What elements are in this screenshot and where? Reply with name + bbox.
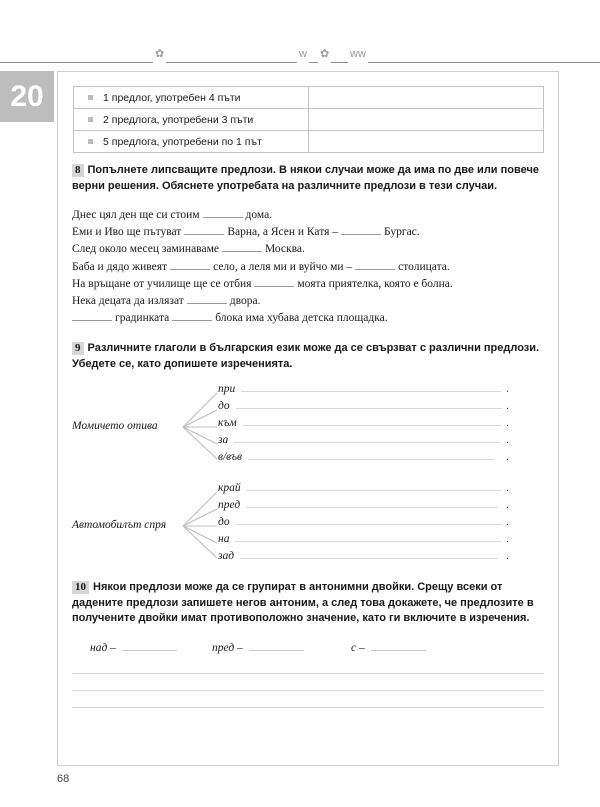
table-row: [74, 87, 544, 109]
preposition-label: в/във: [218, 451, 242, 463]
stem-momicheto-otiva: Момичето отива: [72, 420, 158, 432]
answer-line[interactable]: [240, 558, 498, 559]
table-row: [74, 109, 544, 131]
table-cell-label: [74, 87, 309, 109]
answer-line[interactable]: [248, 459, 494, 460]
table-cell-label: [74, 131, 309, 153]
sentence-text: Москва.: [264, 243, 305, 256]
answer-line[interactable]: [241, 391, 501, 392]
line-end-period: .: [506, 516, 510, 528]
line-end-period: .: [506, 550, 510, 562]
preposition-label: над –: [90, 642, 116, 654]
bullet-icon: [88, 117, 93, 122]
task-number: 9: [72, 342, 84, 355]
sentence: [72, 241, 453, 258]
option-row: [218, 482, 501, 494]
blank-field[interactable]: [222, 242, 262, 252]
option-row: [218, 550, 498, 562]
writing-line[interactable]: [72, 690, 544, 691]
sentence: [72, 207, 453, 224]
blank-field[interactable]: [170, 260, 210, 270]
antonym-pair: [90, 642, 177, 654]
blank-field[interactable]: [72, 311, 112, 321]
line-end-period: .: [506, 383, 510, 395]
sentence-text: Баба и дядо живеят: [72, 260, 168, 273]
answer-line[interactable]: [236, 408, 502, 409]
sentence-text: градинката: [115, 312, 170, 325]
task-number: 10: [72, 581, 89, 594]
table-cell-answer[interactable]: [309, 131, 544, 153]
blank-field[interactable]: [203, 208, 243, 218]
line-end-period: .: [506, 434, 510, 446]
sentence-text: двора.: [229, 295, 261, 308]
instruction-text: Някои предлози може да се групират в антонимни двойки. Срещу всеки от дадените предлози запишете негов антоним, а след това докажете, че предлозите в получените двойки имат противоположно значение, като ги включите в изречения.: [72, 581, 534, 624]
preposition-label: до: [218, 400, 230, 412]
sentence: [72, 293, 453, 310]
table-cell-answer[interactable]: [309, 87, 544, 109]
row-label: 2 предлога, употребени 3 пъти: [103, 113, 254, 126]
bullet-icon: [88, 95, 93, 100]
row-label: 1 предлог, употребен 4 пъти: [103, 91, 241, 104]
answer-line[interactable]: [235, 541, 501, 542]
sentence-text: Варна, а Ясен и Катя –: [227, 226, 339, 239]
line-end-period: .: [506, 400, 510, 412]
sentence-text: блока има хубава детска площадка.: [215, 312, 388, 325]
line-end-period: .: [506, 482, 510, 494]
preposition-label: пред –: [212, 642, 243, 654]
option-row: [218, 417, 501, 429]
option-row: [218, 383, 501, 395]
exercise-frame: [57, 71, 559, 766]
answer-line[interactable]: [236, 524, 502, 525]
task-8-instruction: [72, 163, 547, 194]
task-9-instruction: [72, 341, 547, 372]
instruction-text: Попълнете липсващите предлози. В някои случаи може да има по две или повече верни решения. Обяснете употребата на различните предлози в тези случаи.: [72, 164, 539, 192]
table-row: [74, 131, 544, 153]
answer-line[interactable]: [243, 425, 501, 426]
sentence: [72, 276, 453, 293]
line-end-period: .: [506, 533, 510, 545]
page-number: 68: [57, 773, 70, 785]
preposition-label: на: [218, 533, 230, 545]
sentence-text: Бургас.: [384, 226, 420, 239]
option-row: [218, 451, 494, 463]
task-8-sentences: [72, 207, 453, 327]
writing-line[interactable]: [72, 707, 544, 708]
preposition-label: за: [218, 434, 229, 446]
blank-field[interactable]: [184, 225, 224, 235]
preposition-label: край: [218, 482, 241, 494]
bullet-icon: [88, 139, 93, 144]
sentence: [72, 259, 453, 276]
table-cell-answer[interactable]: [309, 109, 544, 131]
sentence-text: Нека децата да излязат: [72, 295, 184, 308]
preposition-count-table: [73, 86, 544, 153]
sentence: [72, 310, 453, 327]
preposition-label: зад: [218, 550, 235, 562]
instruction-text: Различните глаголи в българския език може да се свързват с различни предлози. Убедете се, като допишете изреченията.: [72, 342, 540, 370]
writing-line[interactable]: [72, 673, 544, 674]
preposition-label: с –: [351, 642, 365, 654]
blank-field[interactable]: [341, 225, 381, 235]
answer-line[interactable]: [246, 507, 498, 508]
flower-grass-icon: ✿: [153, 45, 166, 63]
preposition-label: пред: [218, 499, 241, 511]
sentence-text: столицата.: [398, 260, 450, 273]
option-row: [218, 499, 498, 511]
antonym-answer-line[interactable]: [122, 650, 177, 651]
sentence-text: село, а леля ми и вуйчо ми –: [213, 260, 353, 273]
sentence-text: На връщане от училище ще се отбия: [72, 277, 252, 290]
antonym-pair: [351, 642, 426, 654]
unit-number-badge: 20: [0, 71, 54, 122]
blank-field[interactable]: [172, 311, 212, 321]
line-end-period: .: [506, 499, 510, 511]
antonym-pair: [212, 642, 304, 654]
flower-sprout-icon: ✿: [318, 45, 331, 63]
line-end-period: .: [506, 417, 510, 429]
preposition-label: до: [218, 516, 230, 528]
blank-field[interactable]: [187, 294, 227, 304]
blank-field[interactable]: [355, 260, 395, 270]
option-row: [218, 516, 502, 528]
preposition-label: към: [218, 417, 237, 429]
option-row: [218, 400, 502, 412]
option-row: [218, 434, 500, 446]
line-end-period: .: [506, 451, 510, 463]
grass-icon: ᴡ: [297, 45, 309, 63]
blank-field[interactable]: [254, 277, 294, 287]
sentence-text: моята приятелка, която е болна.: [297, 277, 453, 290]
stem-avtomobilat-sprya: Автомобилът спря: [72, 519, 167, 531]
table-cell-label: [74, 109, 309, 131]
sentence-text: След около месец заминаваме: [72, 243, 219, 256]
answer-line[interactable]: [234, 442, 500, 443]
sentence-text: Еми и Иво ще пътуват: [72, 226, 182, 239]
task-10-instruction: [72, 580, 547, 627]
branch-lines-icon: [181, 391, 221, 461]
sentence-text: Днес цял ден ще си стоим: [72, 209, 200, 221]
option-row: [218, 533, 501, 545]
branch-lines-icon: [181, 490, 221, 560]
sentence-text: дома.: [245, 209, 273, 221]
task-number: 8: [72, 164, 84, 177]
answer-line[interactable]: [247, 490, 501, 491]
preposition-label: при: [218, 383, 236, 395]
grass-tufts-icon: ᴡᴡ: [348, 45, 368, 63]
antonym-answer-line[interactable]: [371, 650, 426, 651]
row-label: 5 предлога, употребени по 1 път: [103, 135, 262, 148]
antonym-answer-line[interactable]: [249, 650, 304, 651]
sentence: [72, 224, 453, 241]
